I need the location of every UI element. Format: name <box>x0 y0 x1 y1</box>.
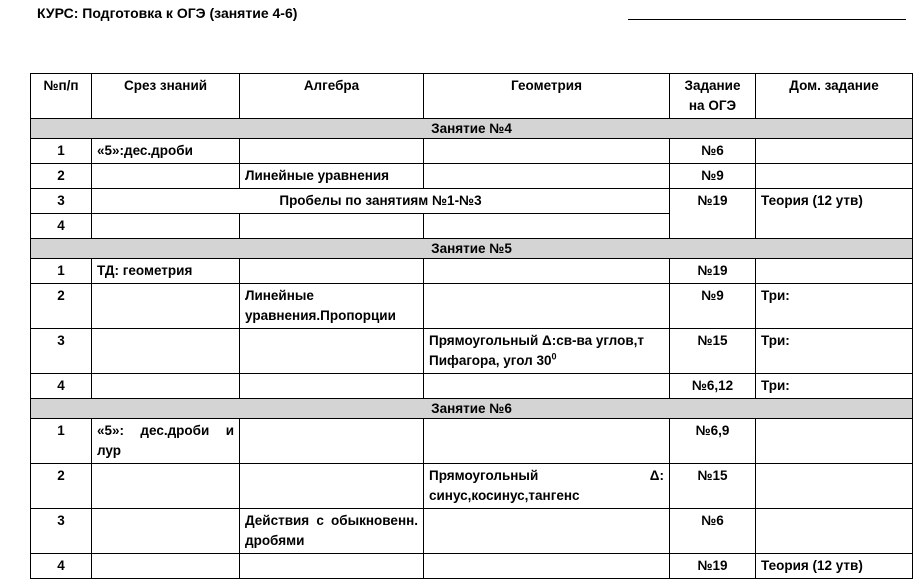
cell-task: №15 <box>670 329 756 374</box>
cell-homework: Три: <box>756 329 913 374</box>
table-row <box>31 139 913 164</box>
cell-algebra <box>240 464 424 509</box>
cell-homework <box>756 259 913 284</box>
cell-geometry <box>424 464 670 509</box>
table-row <box>31 374 913 399</box>
cell-task: №9 <box>670 164 756 189</box>
geometry-text: Прямоугольный Δ: синус,косинус,тангенс <box>429 468 664 503</box>
cell-homework: Три: <box>756 284 913 329</box>
cell-task: №15 <box>670 464 756 509</box>
section-header <box>31 239 913 259</box>
cell-num: 2 <box>31 284 92 329</box>
table-row <box>31 259 913 284</box>
cell-task: №9 <box>670 284 756 329</box>
cell-geometry <box>424 214 670 239</box>
cell-srez <box>92 509 240 554</box>
col-header-srez: Срез знаний <box>92 74 240 119</box>
cell-srez <box>92 419 240 464</box>
cell-num: 3 <box>31 509 92 554</box>
cell-homework: Теория (12 утв) <box>756 554 913 579</box>
cell-srez <box>92 554 240 579</box>
col-header-homework: Дом. задание <box>756 74 913 119</box>
cell-geometry <box>424 329 670 374</box>
cell-num: 3 <box>31 329 92 374</box>
cell-geometry <box>424 164 670 189</box>
cell-task: №19 <box>670 554 756 579</box>
col-header-geometry: Геометрия <box>424 74 670 119</box>
cell-srez: «5»:дес.дроби <box>92 139 240 164</box>
table-row <box>31 189 913 214</box>
col-header-algebra: Алгебра <box>240 74 424 119</box>
table-row <box>31 284 913 329</box>
cell-algebra <box>240 259 424 284</box>
cell-homework <box>756 164 913 189</box>
cell-homework <box>756 509 913 554</box>
table-row <box>31 164 913 189</box>
cell-algebra <box>240 139 424 164</box>
section-title: Занятие №6 <box>31 399 913 419</box>
cell-algebra <box>240 374 424 399</box>
cell-algebra: Линейные уравнения.Пропорции <box>240 284 424 329</box>
cell-srez <box>92 374 240 399</box>
cell-srez <box>92 214 240 239</box>
cell-geometry <box>424 554 670 579</box>
cell-geometry <box>424 374 670 399</box>
srez-text: «5»: дес.дроби и лур <box>97 423 234 458</box>
signature-line <box>628 19 906 20</box>
cell-algebra <box>240 214 424 239</box>
course-title: КУРС: Подготовка к ОГЭ (занятие 4-6) <box>37 5 298 21</box>
cell-num: 3 <box>31 189 92 214</box>
cell-geometry <box>424 259 670 284</box>
col-header-task: Задание на ОГЭ <box>670 74 756 119</box>
cell-geometry <box>424 509 670 554</box>
cell-geometry <box>424 139 670 164</box>
cell-merged-gaps: Пробелы по занятиям №1-№3 <box>92 189 670 214</box>
cell-srez <box>92 164 240 189</box>
col-header-num: №п/п <box>31 74 92 119</box>
cell-task: №19 <box>670 259 756 284</box>
cell-task: №6,9 <box>670 419 756 464</box>
cell-srez <box>92 464 240 509</box>
cell-task: №6 <box>670 509 756 554</box>
cell-srez <box>92 329 240 374</box>
degree-superscript: 0 <box>551 351 557 362</box>
cell-algebra <box>240 509 424 554</box>
cell-algebra <box>240 419 424 464</box>
cell-num: 1 <box>31 419 92 464</box>
cell-task: №6,12 <box>670 374 756 399</box>
cell-num: 2 <box>31 464 92 509</box>
cell-num: 1 <box>31 259 92 284</box>
cell-homework <box>756 139 913 164</box>
cell-num: 4 <box>31 554 92 579</box>
section-header <box>31 399 913 419</box>
cell-algebra: Линейные уравнения <box>240 164 424 189</box>
header-row <box>31 74 913 119</box>
lesson-plan-table <box>30 73 913 579</box>
cell-num: 4 <box>31 374 92 399</box>
cell-geometry <box>424 419 670 464</box>
cell-task: №19 <box>670 189 756 239</box>
cell-num: 4 <box>31 214 92 239</box>
cell-homework: Три: <box>756 374 913 399</box>
cell-homework: Теория (12 утв) <box>756 189 913 239</box>
cell-num: 2 <box>31 164 92 189</box>
section-title: Занятие №4 <box>31 119 913 139</box>
cell-homework <box>756 464 913 509</box>
cell-algebra <box>240 329 424 374</box>
algebra-text: Действия с обыкновенн. дробями <box>245 513 418 548</box>
table-row <box>31 509 913 554</box>
table-row <box>31 329 913 374</box>
cell-geometry <box>424 284 670 329</box>
cell-srez <box>92 284 240 329</box>
section-title: Занятие №5 <box>31 239 913 259</box>
cell-homework <box>756 419 913 464</box>
cell-algebra <box>240 554 424 579</box>
table-row <box>31 554 913 579</box>
section-header <box>31 119 913 139</box>
cell-num: 1 <box>31 139 92 164</box>
geometry-text: Прямоугольный Δ:св-ва углов,т Пифагора, угол 30 <box>429 333 644 368</box>
cell-task: №6 <box>670 139 756 164</box>
table-row <box>31 464 913 509</box>
cell-srez: ТД: геометрия <box>92 259 240 284</box>
table-row <box>31 419 913 464</box>
